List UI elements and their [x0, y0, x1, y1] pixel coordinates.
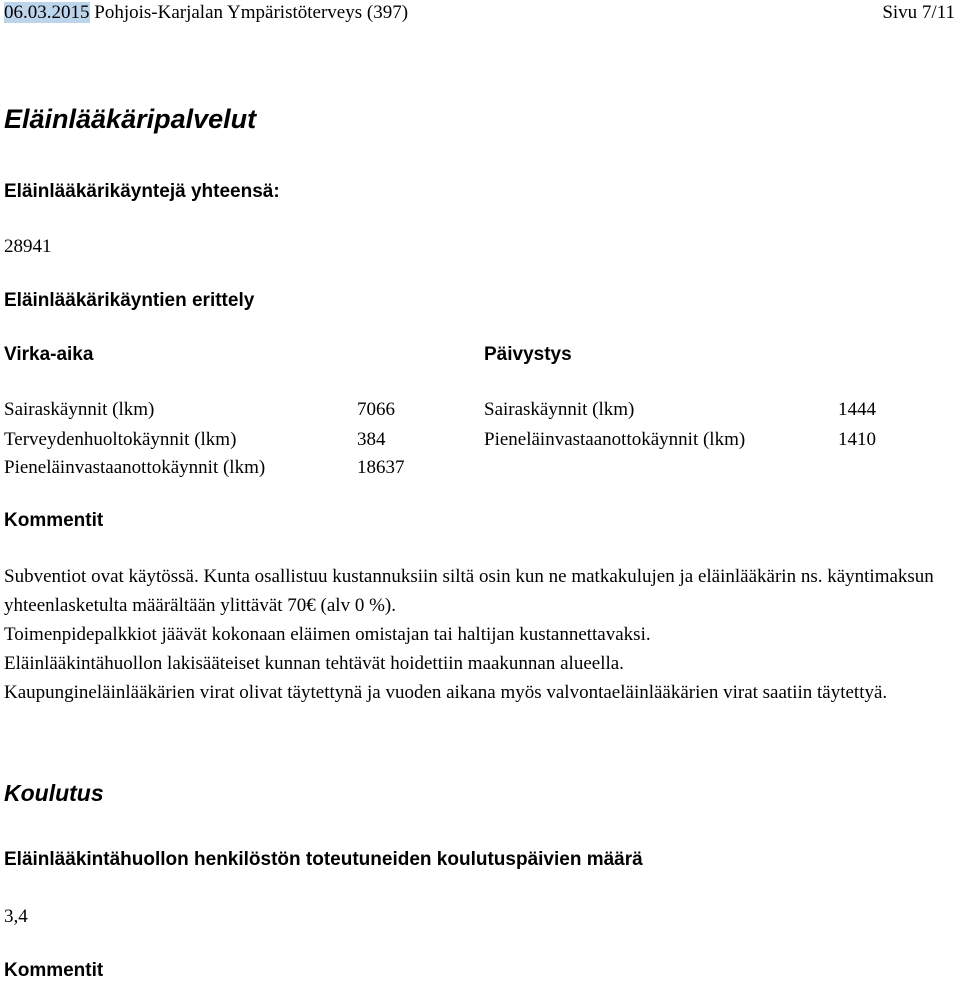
virka-aika-heading: Virka-aika [4, 344, 94, 365]
paivystys-row-value: 1444 [838, 399, 876, 420]
total-visits-label: Eläinlääkärikäyntejä yhteensä: [4, 181, 280, 202]
header-org: Pohjois-Karjalan Ympäristöterveys (397) [94, 2, 409, 23]
virka-aika-row-label: Pieneläinvastaanottokäynnit (lkm) [4, 457, 266, 478]
header-page-number: Sivu 7/11 [882, 2, 955, 23]
header-date-org [4, 2, 408, 24]
virka-aika-row-label: Sairaskäynnit (lkm) [4, 399, 155, 420]
total-visits-value: 28941 [4, 236, 52, 257]
comment-line: Kaupungineläinlääkärien virat olivat täytettynä ja vuoden aikana myös valvontaeläinlääkärien virat saatiin täytettyä. [4, 682, 888, 703]
paivystys-row-label: Pieneläinvastaanottokäynnit (lkm) [484, 429, 746, 450]
paivystys-heading: Päivystys [484, 344, 572, 365]
virka-aika-row-value: 7066 [357, 399, 395, 420]
comment-line: Subventiot ovat käytössä. Kunta osallistuu kustannuksiin siltä osin kun ne matkakulujen ja eläinlääkärin ns. käyntimaksun yhteenlasketulta määrältään ylittävät 70€ (alv 0 %). [4, 566, 934, 616]
virka-aika-row-label: Terveydenhuoltokäynnit (lkm) [4, 429, 237, 450]
virka-aika-row-value: 18637 [357, 457, 405, 478]
comment-line: Eläinlääkintähuollon lakisääteiset kunnan tehtävät hoidettiin maakunnan alueella. [4, 653, 624, 674]
training-days-value: 3,4 [4, 906, 28, 927]
training-title: Koulutus [4, 780, 104, 806]
comments-heading: Kommentit [4, 510, 104, 531]
virka-aika-row-value: 384 [357, 429, 386, 450]
paivystys-row-label: Sairaskäynnit (lkm) [484, 399, 635, 420]
comment-line: Toimenpidepalkkiot jäävät kokonaan eläimen omistajan tai haltijan kustannettavaksi. [4, 624, 651, 645]
paivystys-row-value: 1410 [838, 429, 876, 450]
page-header [0, 0, 960, 40]
comments-text [4, 562, 956, 707]
training-comments-heading: Kommentit [4, 960, 104, 981]
breakdown-label: Eläinlääkärikäyntien erittely [4, 290, 255, 311]
training-days-label: Eläinlääkintähuollon henkilöstön toteutuneiden koulutuspäivien määrä [4, 849, 643, 870]
header-date: 06.03.2015 [4, 2, 90, 23]
section-title: Eläinlääkäripalvelut [4, 104, 257, 134]
